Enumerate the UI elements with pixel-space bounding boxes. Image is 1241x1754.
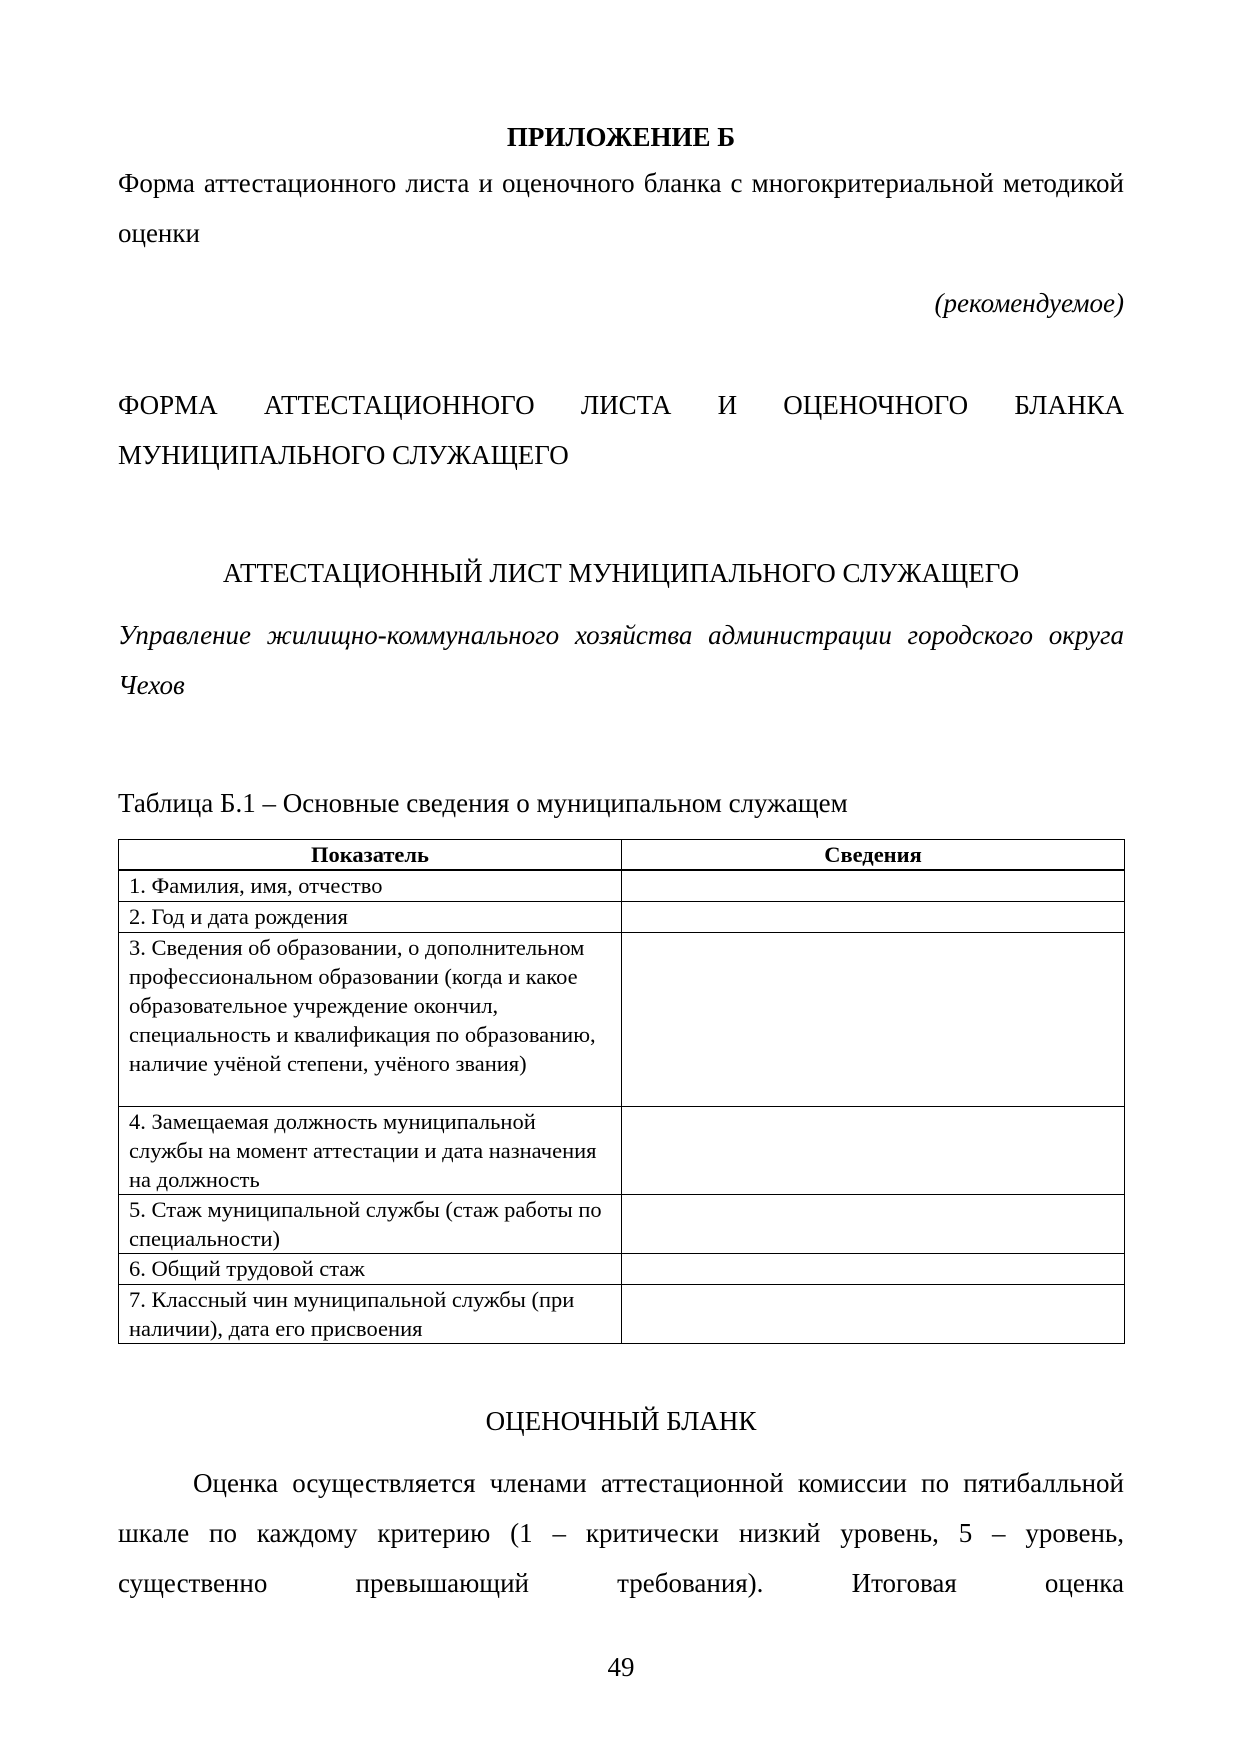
row-value xyxy=(622,1106,1125,1194)
row-label: 5. Стаж муниципальной службы (стаж работы по специальности) xyxy=(119,1194,622,1253)
page-number: 49 xyxy=(607,1652,635,1682)
table-header-row xyxy=(119,840,1125,871)
evaluation-paragraph xyxy=(118,1458,1124,1608)
attestation-sheet-heading: АТТЕСТАЦИОННЫЙ ЛИСТ МУНИЦИПАЛЬНОГО СЛУЖАЩЕГО xyxy=(222,558,1020,588)
appendix-description: Форма аттестационного листа и оценочного бланка с многокритериальной методикой оценки xyxy=(118,168,1124,248)
form-heading: ФОРМА АТТЕСТАЦИОННОГО ЛИСТА И ОЦЕНОЧНОГО БЛАНКА МУНИЦИПАЛЬНОГО СЛУЖАЩЕГО xyxy=(118,390,1124,470)
row-value xyxy=(622,1253,1125,1284)
appendix-title: ПРИЛОЖЕНИЕ Б xyxy=(506,122,736,152)
column-header-indicator: Показатель xyxy=(119,840,622,871)
row-value xyxy=(622,1284,1125,1343)
table-row xyxy=(119,901,1125,932)
row-label: 2. Год и дата рождения xyxy=(119,901,622,932)
row-label: 3. Сведения об образовании, о дополнительном профессиональном образовании (когда и какое образовательное учреждение окончил, специальность и квалификация по образованию, наличие учёной степени, учёного звания) xyxy=(119,932,622,1106)
employee-info-table xyxy=(118,839,1125,1344)
row-value xyxy=(622,870,1125,901)
row-value xyxy=(622,932,1125,1106)
recommended-note: (рекомендуемое) xyxy=(934,288,1124,318)
row-label: 7. Классный чин муниципальной службы (при наличии), дата его присвоения xyxy=(119,1284,622,1343)
table-caption: Таблица Б.1 – Основные сведения о муниципальном служащем xyxy=(118,788,848,818)
column-header-details: Сведения xyxy=(622,840,1125,871)
table-row xyxy=(119,932,1125,1106)
table-row xyxy=(119,1106,1125,1194)
row-label: 6. Общий трудовой стаж xyxy=(119,1253,622,1284)
table-row xyxy=(119,1253,1125,1284)
evaluation-form-heading: ОЦЕНОЧНЫЙ БЛАНК xyxy=(485,1406,757,1436)
row-label: 4. Замещаемая должность муниципальной службы на момент аттестации и дата назначения на должность xyxy=(119,1106,622,1194)
row-label: 1. Фамилия, имя, отчество xyxy=(119,870,622,901)
department-name: Управление жилищно-коммунального хозяйства администрации городского округа Чехов xyxy=(118,620,1124,700)
evaluation-text: Оценка осуществляется членами аттестационной комиссии по пятибалльной шкале по каждому критерию (1 – критически низкий уровень, 5 – уровень, существенно превышающий требования). Итоговая оценка xyxy=(118,1468,1124,1598)
table-row xyxy=(119,1194,1125,1253)
row-value xyxy=(622,1194,1125,1253)
table-row xyxy=(119,870,1125,901)
document-page xyxy=(118,0,1124,1754)
table-row xyxy=(119,1284,1125,1343)
row-value xyxy=(622,901,1125,932)
